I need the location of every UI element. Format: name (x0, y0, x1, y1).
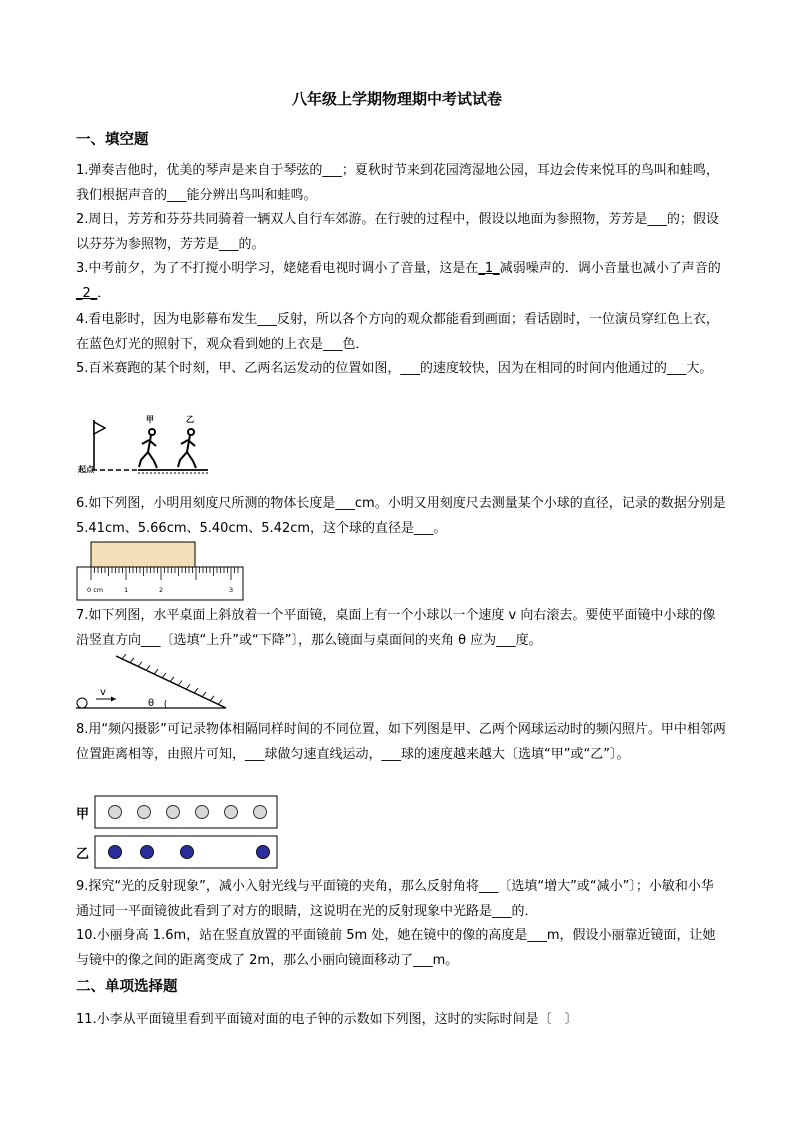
answer-blank-1: _1_ (478, 261, 500, 276)
section-heading-single-choice: 二、单项选择题 (76, 979, 178, 995)
question-9: 9.探究“光的反射现象”，减小入射光线与平面镜的夹角，那么反射角将___〔选填“增大”或“减小”〕；小敏和小华通过同一平面镜彼此看到了对方的眼睛，这说明在光的反射现象中光路是___的． (76, 879, 714, 919)
ruler-tick-label: 2 (159, 586, 164, 594)
question-10: 10.小丽身高 1.6m，站在竖直放置的平面镜前 5m 处，她在镜中的像的高度是___m，假设小丽靠近镜面，让她与镜中的像之间的距离变成了 2m，那么小丽向镜面移动了___m。 (76, 928, 716, 968)
angle-label: θ (148, 698, 155, 709)
runner-label-2: 乙 (186, 415, 194, 424)
flag-icon (94, 422, 105, 434)
question-1: 1.弹奏吉他时，优美的琴声是来自于琴弦的___；夏秋时节来到花园湾湿地公园，耳边会传来悦耳的鸟叫和蛙鸣，我们根据声音的___能分辨出鸟叫和蛙鸣。 (76, 163, 719, 203)
ruler-figure (76, 540, 246, 602)
runner-icon-1 (139, 429, 157, 468)
start-label: 起点 (78, 465, 94, 474)
ruler-tick-label: 1 (124, 586, 129, 594)
question-6: 6.如下列图，小明用刻度尺所测的物体长度是___cm。小明又用刻度尺去测量某个小球的直径，记录的数据分别是 5.41cm、5.66cm、5.40cm、5.42cm，这个球的直径是___。 (76, 496, 726, 536)
velocity-label: v (100, 687, 106, 698)
mirror-figure (76, 654, 236, 712)
velocity-arrow-icon (111, 697, 116, 702)
answer-blank-2: _2_ (76, 285, 98, 301)
page-title: 八年级上学期物理期中考试试卷 (291, 90, 502, 108)
runner-label-1: 甲 (146, 415, 154, 424)
ball (77, 698, 87, 708)
section-heading-fill-blank: 一、填空题 (76, 132, 149, 148)
question-5: 5.百米赛跑的某个时刻，甲、乙两名运发动的位置如图，___的速度较快，因为在相同的时间内他通过的___大。 (76, 361, 713, 376)
runner-icon-2 (178, 429, 196, 468)
ruler-tick-label: 3 (229, 586, 234, 594)
question-8: 8.用“频闪摄影”可记录物体相隔同样时间的不同位置，如下列图是甲、乙两个网球运动时的频闪照片。甲中相邻两位置距离相等，由照片可知，___球做匀速直线运动，___球的速度越来越大〔选填“甲”或“乙”〕。 (76, 722, 726, 762)
row-label-yi: 乙 (76, 847, 90, 862)
question-4: 4.看电影时，因为电影幕布发生___反射，所以各个方向的观众都能看到画面；看话剧时，一位演员穿红色上衣，在蓝色灯光的照射下，观众看到她的上衣是___色． (76, 312, 719, 352)
ruler (77, 567, 243, 600)
measured-block (91, 542, 195, 567)
question-7: 7.如下列图，水平桌面上斜放着一个平面镜，桌面上有一个小球以一个速度 v 向右滚去。要使平面镜中小球的像沿竖直方向___〔选填“上升”或“下降”〕，那么镜面与桌面间的夹角 θ 应为___度。 (76, 608, 716, 648)
race-figure (78, 412, 212, 478)
question-2: 2.周日，芳芳和芬芬共同骑着一辆双人自行车郊游。在行驶的过程中，假设以地面为参照物，芳芳是___的；假设以芬芬为参照物，芳芳是___的。 (76, 212, 719, 252)
row-label-jia: 甲 (76, 807, 90, 822)
strobe-figure (76, 795, 282, 871)
question-3: 3.中考前夕，为了不打搅小明学习，姥姥看电视时调小了音量，这是在_1_减弱噪声的．调小音量也减小了声音的_2_． (76, 261, 721, 301)
question-11: 11.小李从平面镜里看到平面镜对面的电子钟的示数如下列图，这时的实际时间是〔 〕 (76, 1012, 578, 1027)
ruler-tick-label: 0 cm (87, 586, 104, 594)
plane-mirror (116, 656, 226, 708)
